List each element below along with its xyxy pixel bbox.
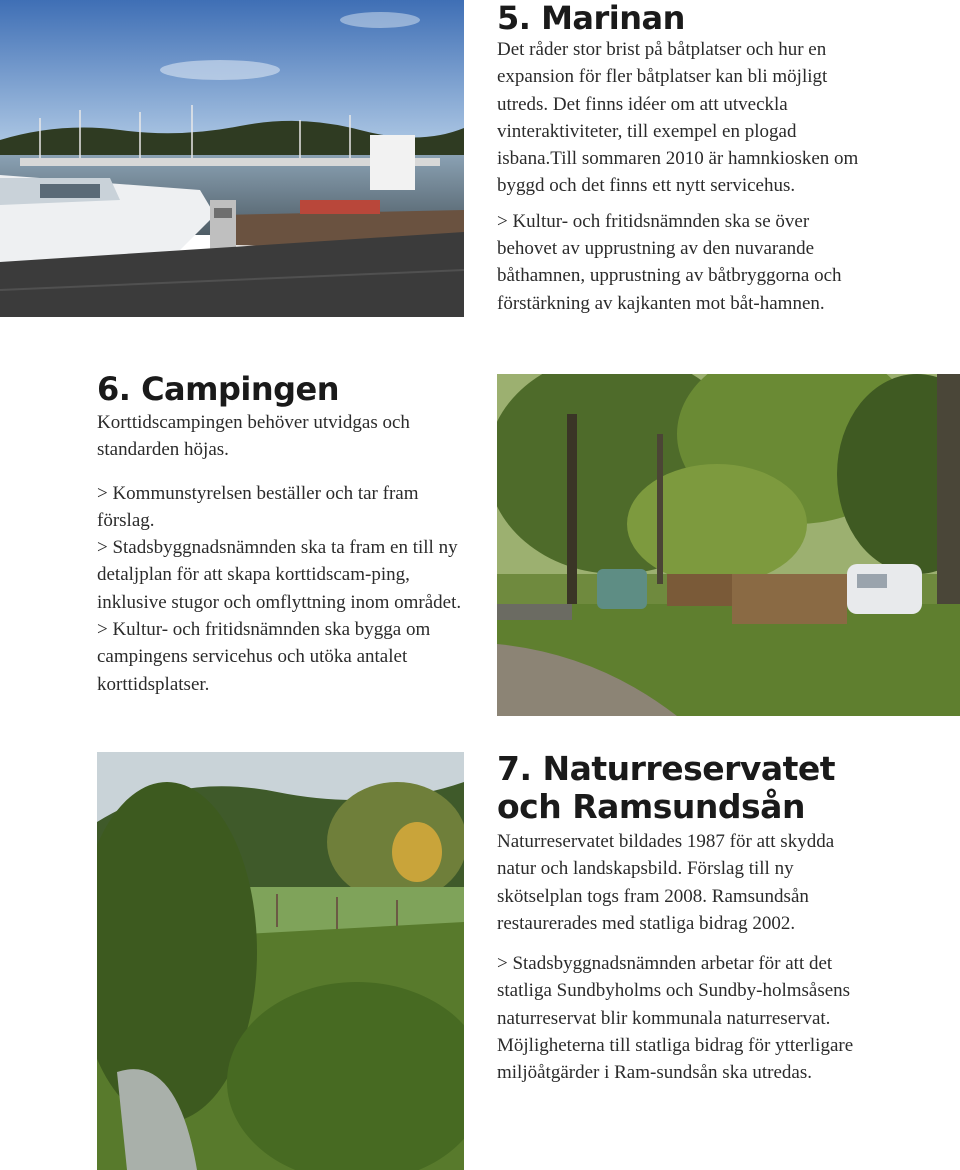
section-body-campingen	[97, 409, 465, 698]
marinan-intro: Det råder stor brist på båtplatser och hur en expansion för fler båtplatser kan bli möjligt utreds. Det finns idéer om att utveckla vinteraktiviteter, till exempel en plogad isbana.Till sommaren 2010 är hamnkiosken om byggd och det finns ett nytt servicehus.	[497, 39, 859, 197]
campingen-action-2: > Stadsbyggnadsnämnden ska ta fram en till ny detaljplan för att skapa korttidscam-ping, inklusive stugor och omflyttning inom området.	[97, 537, 462, 613]
section-heading-marinan: 5. Marinan	[497, 0, 685, 37]
naturreservatet-intro: Naturreservatet bildades 1987 för att skydda natur och landskapsbild. Förslag till ny skötselplan togs fram 2008. Ramsundsån restaurerades med statliga bidrag 2002.	[497, 831, 835, 934]
nature-reserve-photo	[97, 752, 464, 1170]
section-body-marinan	[497, 36, 869, 317]
campingen-action-1: > Kommunstyrelsen beställer och tar fram förslag.	[97, 482, 419, 531]
campingen-action-3: > Kultur- och fritidsnämnden ska bygga om campingens servicehus och utöka antalet korttidsplatser.	[97, 619, 431, 695]
camping-photo	[497, 374, 960, 716]
section-heading-naturreservatet	[497, 750, 835, 826]
heading-line-2: och Ramsundsån	[497, 787, 805, 826]
section-body-naturreservatet	[497, 828, 865, 1087]
heading-line-1: 7. Naturreservatet	[497, 749, 836, 788]
campingen-intro: Korttidscampingen behöver utvidgas och standarden höjas.	[97, 412, 410, 461]
naturreservatet-action: > Stadsbyggnadsnämnden arbetar för att det statliga Sundbyholms och Sundby-holmsåsens naturreservat blir kommunala naturreservat. Möjligheterna till statliga bidrag för ytterligare miljöåtgärder i Ram-sundsån ska utredas.	[497, 953, 854, 1084]
marinan-action: > Kultur- och fritidsnämnden ska se över behovet av upprustning av den nuvarande båthamnen, upprustning av båtbryggorna och förstärkning av kajkanten mot båt-hamnen.	[497, 210, 842, 314]
marina-photo	[0, 0, 464, 317]
section-heading-campingen: 6. Campingen	[97, 370, 340, 408]
